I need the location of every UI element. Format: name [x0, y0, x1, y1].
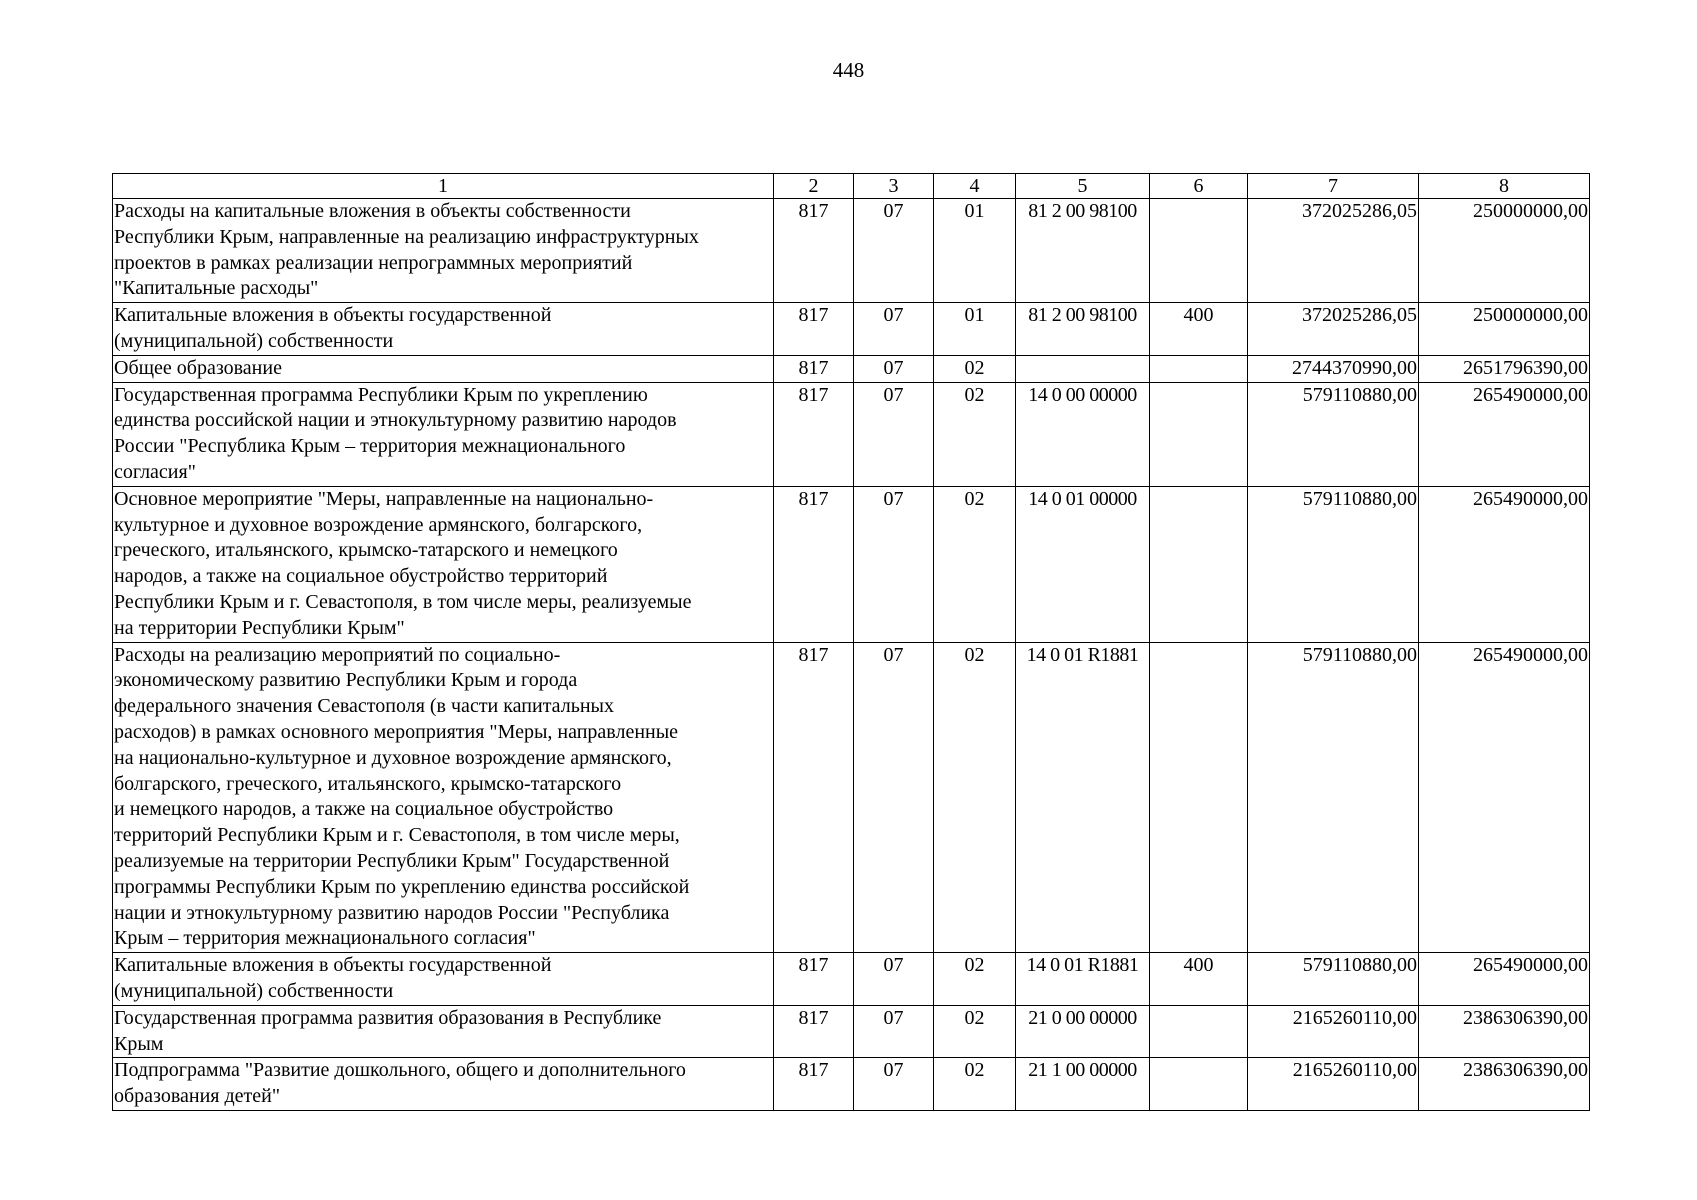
- row-target-code: 81 2 00 98100: [1016, 199, 1150, 303]
- table-row: [113, 642, 1590, 953]
- column-header: 3: [854, 174, 934, 199]
- row-expense-type: [1150, 382, 1248, 486]
- column-header: 1: [113, 174, 774, 199]
- row-target-code: 14 0 01 R1881: [1016, 642, 1150, 953]
- row-target-code: 81 2 00 98100: [1016, 303, 1150, 356]
- table-row: [113, 1058, 1590, 1111]
- row-amount-col7: 579110880,00: [1248, 642, 1419, 953]
- row-subsection-code: 02: [934, 1005, 1016, 1058]
- row-section-code: 07: [854, 1005, 934, 1058]
- column-header: 6: [1150, 174, 1248, 199]
- row-ved-code: 817: [774, 642, 854, 953]
- row-ved-code: 817: [774, 382, 854, 486]
- row-amount-col8: 2651796390,00: [1419, 355, 1590, 382]
- row-amount-col7: 2744370990,00: [1248, 355, 1419, 382]
- row-amount-col8: 250000000,00: [1419, 303, 1590, 356]
- row-subsection-code: 01: [934, 303, 1016, 356]
- row-section-code: 07: [854, 382, 934, 486]
- column-header: 7: [1248, 174, 1419, 199]
- row-amount-col7: 2165260110,00: [1248, 1058, 1419, 1111]
- row-expense-type: 400: [1150, 303, 1248, 356]
- column-header: 4: [934, 174, 1016, 199]
- row-description: Государственная программа Республики Крым по укреплению единства российской нации и этнокультурному развитию народов России "Республика Крым – территория межнационального согласия": [113, 382, 774, 486]
- table-row: [113, 355, 1590, 382]
- row-section-code: 07: [854, 642, 934, 953]
- row-description: Расходы на капитальные вложения в объекты собственности Республики Крым, направленные на реализацию инфраструктурных проектов в рамках реализации непрограммных мероприятий "Капитальные расходы": [113, 199, 774, 303]
- table-row: [113, 486, 1590, 642]
- row-description: Расходы на реализацию мероприятий по социально- экономическому развитию Республики Крым и города федерального значения Севастополя (в части капитальных расходов) в рамках основного мероприятия "Меры, направленные на национально-культурное и духовное возрождение армянского, болгарского, греческого, итальянского, крымско-татарского и немецкого народов, а также на социальное обустройство территорий Республики Крым и г. Севастополя, в том числе меры, реализуемые на территории Республики Крым" Государственной программы Республики Крым по укреплению единства российской нации и этнокультурному развитию народов России "Республика Крым – территория межнационального согласия": [113, 642, 774, 953]
- row-target-code: 21 0 00 00000: [1016, 1005, 1150, 1058]
- row-amount-col8: 2386306390,00: [1419, 1005, 1590, 1058]
- row-subsection-code: 02: [934, 486, 1016, 642]
- row-description: Капитальные вложения в объекты государственной (муниципальной) собственности: [113, 303, 774, 356]
- row-target-code: 14 0 01 00000: [1016, 486, 1150, 642]
- row-amount-col8: 250000000,00: [1419, 199, 1590, 303]
- row-target-code: 14 0 01 R1881: [1016, 953, 1150, 1006]
- table-row: [113, 199, 1590, 303]
- row-ved-code: 817: [774, 303, 854, 356]
- row-amount-col7: 579110880,00: [1248, 953, 1419, 1006]
- row-ved-code: 817: [774, 953, 854, 1006]
- row-expense-type: [1150, 355, 1248, 382]
- row-expense-type: [1150, 199, 1248, 303]
- header-row: [113, 174, 1590, 199]
- table-row: [113, 953, 1590, 1006]
- budget-table: [112, 173, 1590, 1111]
- row-subsection-code: 01: [934, 199, 1016, 303]
- table-row: [113, 382, 1590, 486]
- row-description: Общее образование: [113, 355, 774, 382]
- row-ved-code: 817: [774, 355, 854, 382]
- row-amount-col8: 265490000,00: [1419, 642, 1590, 953]
- page-number: 448: [832, 58, 865, 82]
- row-amount-col7: 579110880,00: [1248, 486, 1419, 642]
- row-expense-type: [1150, 642, 1248, 953]
- column-header: 8: [1419, 174, 1590, 199]
- row-amount-col8: 265490000,00: [1419, 486, 1590, 642]
- row-expense-type: [1150, 1058, 1248, 1111]
- row-amount-col7: 372025286,05: [1248, 199, 1419, 303]
- column-header: 5: [1016, 174, 1150, 199]
- row-description: Государственная программа развития образования в Республике Крым: [113, 1005, 774, 1058]
- row-subsection-code: 02: [934, 382, 1016, 486]
- row-section-code: 07: [854, 355, 934, 382]
- row-section-code: 07: [854, 953, 934, 1006]
- table-row: [113, 303, 1590, 356]
- row-description: Подпрограмма "Развитие дошкольного, общего и дополнительного образования детей": [113, 1058, 774, 1111]
- row-expense-type: [1150, 1005, 1248, 1058]
- row-amount-col8: 2386306390,00: [1419, 1058, 1590, 1111]
- row-ved-code: 817: [774, 199, 854, 303]
- row-ved-code: 817: [774, 486, 854, 642]
- row-subsection-code: 02: [934, 1058, 1016, 1111]
- row-expense-type: 400: [1150, 953, 1248, 1006]
- row-description: Основное мероприятие "Меры, направленные на национально- культурное и духовное возрождение армянского, болгарского, греческого, итальянского, крымско-татарского и немецкого народов, а также на социальное обустройство территорий Республики Крым и г. Севастополя, в том числе меры, реализуемые на территории Республики Крым": [113, 486, 774, 642]
- table-row: [113, 1005, 1590, 1058]
- row-target-code: 21 1 00 00000: [1016, 1058, 1150, 1111]
- row-subsection-code: 02: [934, 642, 1016, 953]
- row-section-code: 07: [854, 486, 934, 642]
- row-ved-code: 817: [774, 1005, 854, 1058]
- row-ved-code: 817: [774, 1058, 854, 1111]
- row-expense-type: [1150, 486, 1248, 642]
- row-section-code: 07: [854, 1058, 934, 1111]
- row-description: Капитальные вложения в объекты государственной (муниципальной) собственности: [113, 953, 774, 1006]
- row-subsection-code: 02: [934, 355, 1016, 382]
- row-section-code: 07: [854, 303, 934, 356]
- row-subsection-code: 02: [934, 953, 1016, 1006]
- column-header: 2: [774, 174, 854, 199]
- row-section-code: 07: [854, 199, 934, 303]
- row-amount-col7: 579110880,00: [1248, 382, 1419, 486]
- row-target-code: [1016, 355, 1150, 382]
- row-amount-col8: 265490000,00: [1419, 382, 1590, 486]
- row-amount-col8: 265490000,00: [1419, 953, 1590, 1006]
- row-amount-col7: 372025286,05: [1248, 303, 1419, 356]
- row-target-code: 14 0 00 00000: [1016, 382, 1150, 486]
- row-amount-col7: 2165260110,00: [1248, 1005, 1419, 1058]
